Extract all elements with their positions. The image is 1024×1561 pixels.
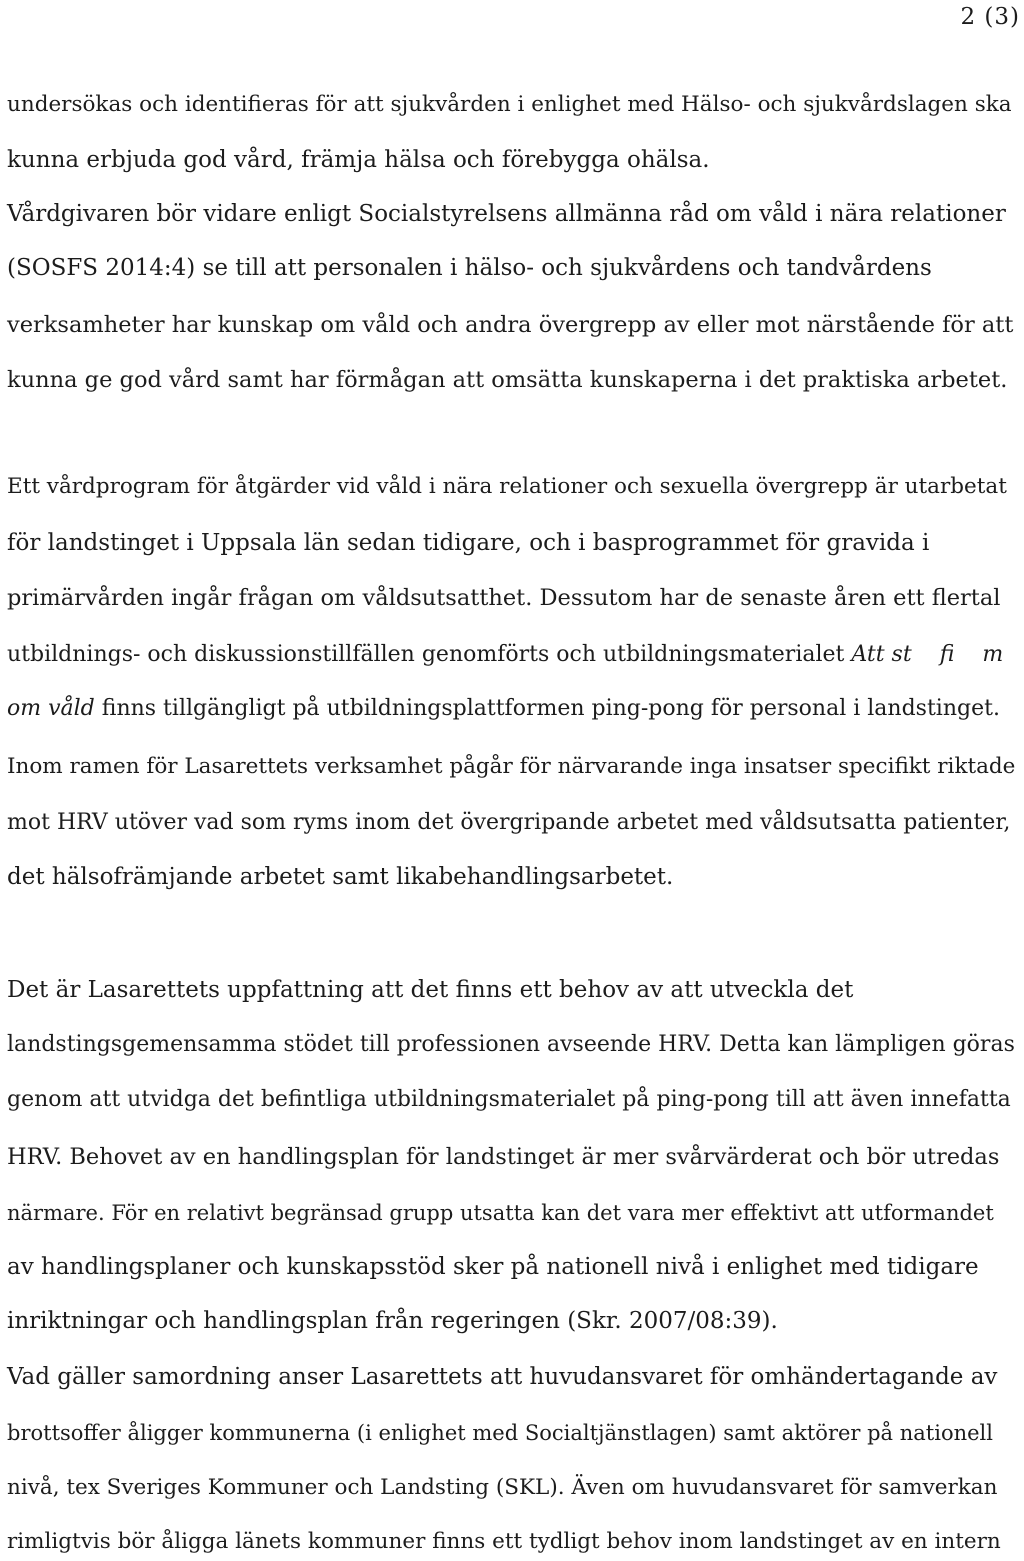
text-line: Det är Lasarettets uppfattning att det finns ett behov av att utveckla det [7, 977, 854, 1003]
text-line: genom att utvidga det befintliga utbildningsmaterialet på ping-pong till att även innefatta [7, 1087, 1011, 1112]
text-line: Ett vårdprogram för åtgärder vid våld i nära relationer och sexuella övergrepp är utarbetat [7, 474, 1007, 499]
text-line: HRV. Behovet av en handlingsplan för landstinget är mer svårvärderat och bör utredas [7, 1144, 1000, 1170]
text-line: kunna erbjuda god vård, främja hälsa och förebygga ohälsa. [7, 147, 710, 173]
text-line: det hälsofrämjande arbetet samt likabehandlingsarbetet. [7, 864, 674, 890]
text-line: inriktningar och handlingsplan från regeringen (Skr. 2007/08:39). [7, 1308, 778, 1334]
text-line [7, 694, 1000, 724]
text-segment: finns tillgängligt på utbildningsplattformen ping-pong för personal i landstinget. [101, 696, 1000, 721]
italic-title-fragment: om våld [7, 696, 95, 721]
text-line: av handlingsplaner och kunskapsstöd sker på nationell nivå i enlighet med tidigare [7, 1254, 979, 1280]
italic-title-fragment: m [982, 642, 1004, 667]
text-line: mot HRV utöver vad som ryms inom det övergripande arbetet med våldsutsatta patienter, [7, 810, 1011, 835]
text-line: närmare. För en relativt begränsad grupp utsatta kan det vara mer effektivt att utformandet [7, 1201, 994, 1225]
italic-title-fragment: fi [939, 642, 955, 667]
text-line: rimligtvis bör åligga länets kommuner finns ett tydligt behov inom landstinget av en intern [7, 1529, 1001, 1554]
text-line: primärvården ingår frågan om våldsutsatthet. Dessutom har de senaste åren ett flertal [7, 585, 1001, 611]
text-line: undersökas och identifieras för att sjukvården i enlighet med Hälso- och sjukvårdslagen ska [7, 92, 1012, 117]
text-line: kunna ge god vård samt har förmågan att omsätta kunskaperna i det praktiska arbetet. [7, 367, 1008, 393]
text-line: verksamheter har kunskap om våld och andra övergrepp av eller mot närstående för att [7, 312, 1014, 338]
text-line [7, 640, 1003, 670]
text-line: Vårdgivaren bör vidare enligt Socialstyrelsens allmänna råd om våld i nära relationer [7, 201, 1006, 227]
text-line: Vad gäller samordning anser Lasarettets att huvudansvaret för omhändertagande av [7, 1364, 998, 1390]
italic-title-fragment: Att st [851, 642, 912, 667]
text-line: brottsoffer åligger kommunerna (i enlighet med Socialtjänstlagen) samt aktörer på nationell [7, 1421, 993, 1445]
text-line: nivå, tex Sveriges Kommuner och Landsting (SKL). Även om huvudansvaret för samverkan [7, 1475, 998, 1500]
text-segment: utbildnings- och diskussionstillfällen genomförts och utbildningsmaterialet [7, 642, 845, 667]
page-number: 2 (3) [960, 4, 1020, 30]
text-line: landstingsgemensamma stödet till professionen avseende HRV. Detta kan lämpligen göras [7, 1032, 1015, 1057]
text-line: för landstinget i Uppsala län sedan tidigare, och i basprogrammet för gravida i [7, 530, 930, 556]
text-line: Inom ramen för Lasarettets verksamhet pågår för närvarande inga insatser specifikt riktade [7, 754, 1016, 779]
text-line: (SOSFS 2014:4) se till att personalen i hälso- och sjukvårdens och tandvårdens [7, 255, 932, 281]
